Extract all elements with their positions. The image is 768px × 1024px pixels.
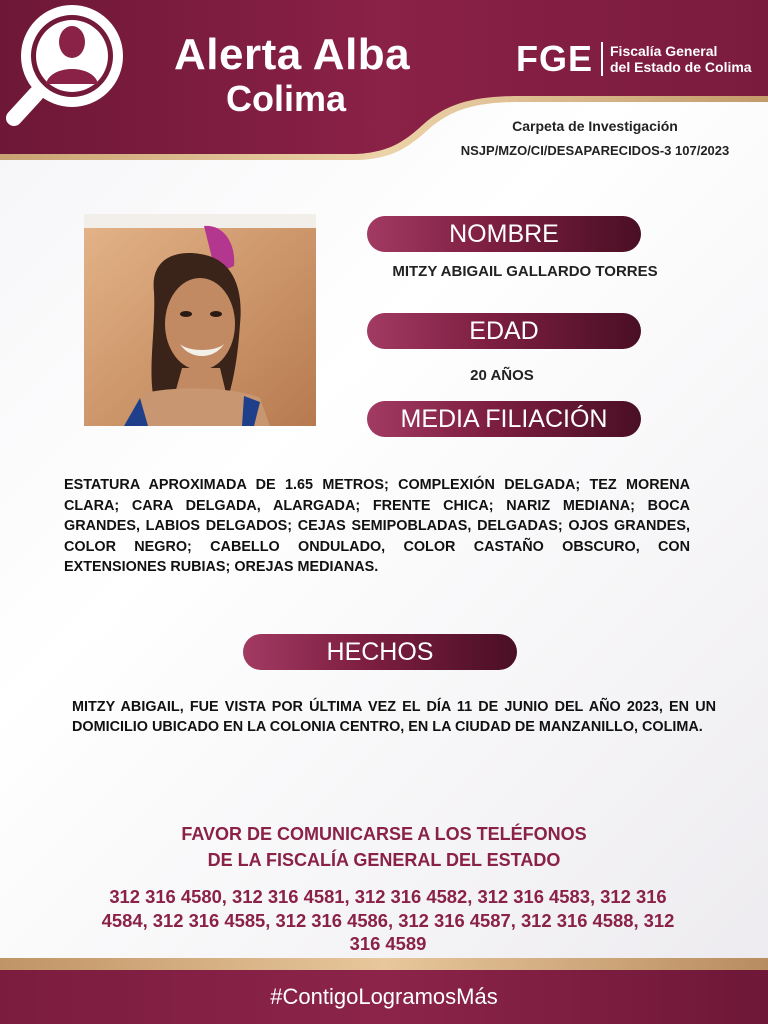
nombre-label: NOMBRE <box>367 216 641 252</box>
contact-line1: FAVOR DE COMUNICARSE A LOS TELÉFONOS <box>181 824 587 844</box>
media-filiacion-text: ESTATURA APROXIMADA DE 1.65 METROS; COMPLEXIÓN DELGADA; TEZ MORENA CLARA; CARA DELGADA, ALARGADA; FRENTE CHICA; NARIZ MEDIANA; BOCA GRANDES, LABIOS DELGADOS; CEJAS SEMIPOBLADAS, DELGADAS; OJOS GRANDES, COLOR NEGRO; CABELLO ONDULADO, COLOR CASTAÑO OBSCURO, CON EXTENSIONES RUBIAS; OREJAS MEDIANAS. <box>64 477 690 576</box>
carpeta-label: Carpeta de Investigación <box>512 118 678 134</box>
edad-value: 20 AÑOS <box>470 367 534 384</box>
header-banner <box>0 0 768 160</box>
search-person-icon <box>0 0 130 130</box>
hechos-text: MITZY ABIGAIL, FUE VISTA POR ÚLTIMA VEZ EL DÍA 11 DE JUNIO DEL AÑO 2023, EN UN DOMICILIO UBICADO EN LA COLONIA CENTRO, EN LA CIUDAD DE MANZANILLO, COLIMA. <box>72 699 716 735</box>
nombre-value: MITZY ABIGAIL GALLARDO TORRES <box>392 263 658 280</box>
hechos-label: HECHOS <box>243 634 517 670</box>
footer-gold-band <box>0 958 768 970</box>
media-filiacion-label: MEDIA FILIACIÓN <box>367 401 641 437</box>
missing-person-photo <box>84 214 316 426</box>
fge-name-line1: Fiscalía General <box>610 43 718 59</box>
alert-subtitle: Colima <box>226 78 347 119</box>
alert-title: Alerta Alba <box>174 30 411 79</box>
carpeta-number: NSJP/MZO/CI/DESAPARECIDOS-3 107/2023 <box>460 143 730 158</box>
fge-divider <box>601 42 603 76</box>
edad-label: EDAD <box>367 313 641 349</box>
phone-numbers: 312 316 4580, 312 316 4581, 312 316 4582, 312 316 4583, 312 316 4584, 312 316 4585, 312 316 4586, 312 316 4587, 312 316 4588, 312 316 4589 <box>101 886 675 954</box>
footer-hashtag: #ContigoLogramosMás <box>270 984 498 1009</box>
fge-name-line2: del Estado de Colima <box>610 59 752 75</box>
contact-line2: DE LA FISCALÍA GENERAL DEL ESTADO <box>207 850 561 870</box>
fge-logo-text: FGE <box>516 38 594 79</box>
